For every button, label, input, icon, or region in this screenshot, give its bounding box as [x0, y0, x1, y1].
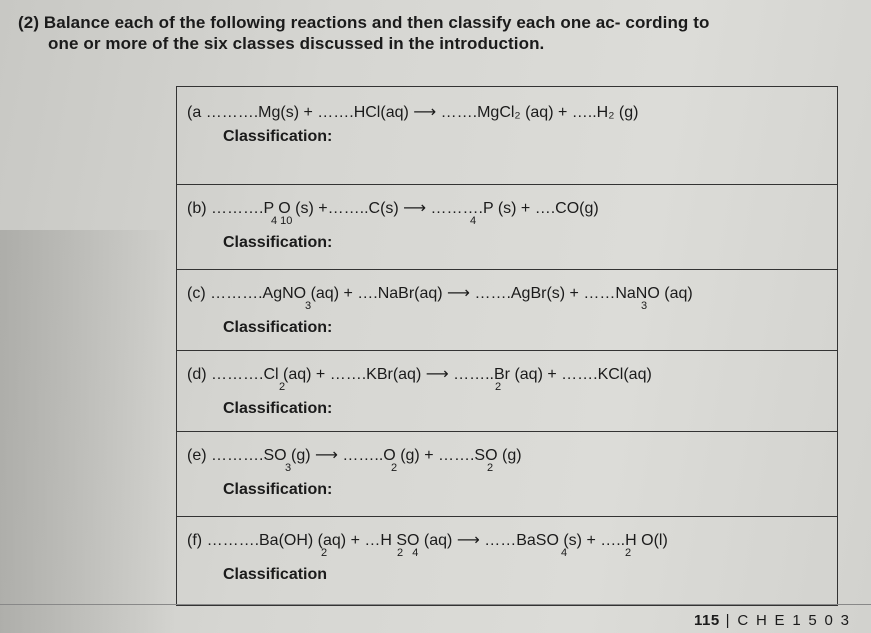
subscripts	[187, 215, 837, 233]
equation-text: ……….Cl (aq) + …….KBr(aq) ⟶ ……..Br (aq) + …….KCl(aq)	[211, 366, 652, 383]
subscript: 2	[625, 547, 632, 559]
classification-label: Classification:	[223, 481, 333, 498]
reaction-label: (b)	[187, 200, 207, 217]
equation-text: ……….P O (s) +……..C(s) ⟶ ……….P (s) + ….CO(g)	[211, 200, 599, 217]
reaction-equation	[187, 351, 837, 385]
reaction-row-a	[177, 87, 837, 185]
classification-label: Classification:	[223, 400, 333, 417]
subscript: 4 10	[271, 215, 293, 227]
question-line-1: Balance each of the following reactions and then classify each one ac- cording to	[43, 13, 710, 32]
reactions-table	[176, 86, 838, 606]
subscript: 3	[641, 300, 648, 312]
course-code: C H E 1 5 0 3	[737, 612, 851, 629]
question-number: (2)	[18, 13, 40, 32]
reaction-label: (d)	[187, 366, 207, 383]
subscript: 4	[470, 215, 477, 227]
reaction-equation	[187, 517, 837, 551]
equation-text: ……….Ba(OH) (aq) + …H SO (aq) ⟶ ……BaSO (s) + …..H O(l)	[206, 532, 668, 549]
reaction-label: (c)	[187, 285, 206, 302]
subscript: 2 4	[397, 547, 419, 559]
reaction-row-b	[177, 185, 837, 270]
reaction-equation	[187, 270, 837, 304]
classification-label: Classification:	[223, 319, 333, 336]
page-footer	[694, 612, 851, 629]
question-text	[18, 12, 818, 54]
reaction-row-f	[177, 517, 837, 606]
equation-text: ……….SO (g) ⟶ ……..O (g) + …….SO (g)	[211, 447, 522, 464]
footer-divider	[0, 604, 871, 605]
reaction-equation	[187, 185, 837, 219]
reaction-row-c	[177, 270, 837, 351]
equation-text: ……….AgNO (aq) + ….NaBr(aq) ⟶ …….AgBr(s) + ……NaNO (aq)	[210, 285, 693, 302]
subscript: 2	[279, 381, 286, 393]
subscript: 2	[495, 381, 502, 393]
subscript: 2	[321, 547, 328, 559]
reaction-label: (f)	[187, 532, 203, 549]
reaction-label: (e)	[187, 447, 207, 464]
classification-label: Classification:	[223, 234, 333, 251]
subscripts	[187, 462, 837, 480]
subscripts	[187, 547, 837, 565]
equation-text: ……….Mg(s) + …….HCl(aq) ⟶ …….MgCl₂ (aq) + …..H₂ (g)	[205, 104, 639, 121]
page-number: 115	[694, 612, 720, 629]
subscript: 2	[391, 462, 398, 474]
classification-label: Classification	[223, 566, 328, 583]
reaction-label: (a	[187, 104, 202, 121]
subscript: 4	[561, 547, 568, 559]
subscript: 2	[487, 462, 494, 474]
page-shadow	[0, 230, 175, 633]
subscript: 3	[305, 300, 312, 312]
subscript: 3	[285, 462, 292, 474]
subscripts	[187, 300, 837, 318]
reaction-equation	[187, 432, 837, 466]
reaction-row-e	[177, 432, 837, 517]
reaction-equation	[187, 87, 837, 123]
question-line-2: one or more of the six classes discussed in the introduction.	[48, 34, 545, 53]
reaction-row-d	[177, 351, 837, 432]
subscripts	[187, 381, 837, 399]
footer-separator: |	[725, 612, 732, 629]
classification-label: Classification:	[223, 128, 333, 145]
